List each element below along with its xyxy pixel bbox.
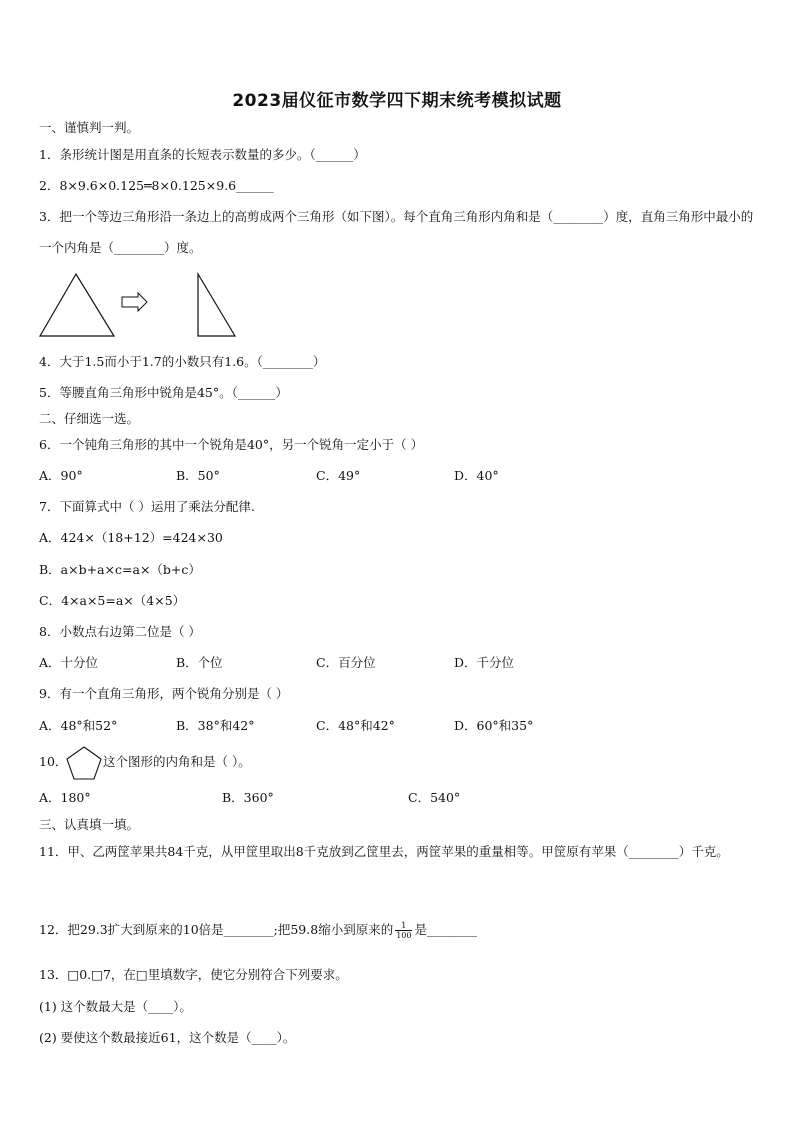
question-7: 7．下面算式中（ ）运用了乘法分配律. bbox=[39, 499, 255, 514]
q9-option-c[interactable]: C．48°和42° bbox=[316, 718, 395, 733]
question-1: 1．条形统计图是用直条的长短表示数量的多少。（______） bbox=[39, 147, 366, 162]
pentagon-shape bbox=[67, 747, 101, 779]
q8-option-b[interactable]: B．个位 bbox=[176, 655, 223, 670]
q9-option-b[interactable]: B．38°和42° bbox=[176, 718, 255, 733]
q10-option-c[interactable]: C．540° bbox=[408, 790, 461, 805]
equilateral-triangle bbox=[40, 274, 114, 336]
section-heading-1: 一、谨慎判一判。 bbox=[39, 120, 140, 135]
q12-part2: 是________ bbox=[414, 922, 477, 937]
question-11: 11．甲、乙两筐苹果共84千克，从甲筐里取出8千克放到乙筐里去，两筐苹果的重量相等。甲筐原有苹果（________）千克。 bbox=[39, 844, 729, 859]
q7-option-b[interactable]: B．a×b+a×c=a×（b+c） bbox=[39, 562, 201, 577]
question-12 bbox=[39, 921, 477, 940]
right-triangle bbox=[198, 274, 235, 336]
page-title: 2023届仪征市数学四下期末统考模拟试题 bbox=[232, 91, 562, 111]
q6-option-c[interactable]: C．49° bbox=[316, 468, 361, 483]
question-13: 13．□0.□7，在□里填数字，使它分别符合下列要求。 bbox=[39, 967, 348, 982]
q6-option-d[interactable]: D．40° bbox=[454, 468, 499, 483]
q8-option-a[interactable]: A．十分位 bbox=[39, 655, 99, 670]
q10-option-b[interactable]: B．360° bbox=[222, 790, 274, 805]
q6-option-b[interactable]: B．50° bbox=[176, 468, 220, 483]
fraction-1-100: $\frac{1}{100}$ bbox=[396, 921, 412, 940]
pentagon-figure bbox=[66, 746, 102, 780]
q8-option-c[interactable]: C．百分位 bbox=[316, 655, 376, 670]
question-10: 这个图形的内角和是（ ）。 bbox=[103, 754, 251, 769]
section-heading-3: 三、认真填一填。 bbox=[39, 817, 140, 832]
question-5: 5．等腰直角三角形中锐角是45°。（______） bbox=[39, 385, 288, 400]
question-6: 6．一个钝角三角形的其中一个锐角是40°，另一个锐角一定小于（ ） bbox=[39, 437, 424, 452]
q7-option-a[interactable]: A．424×（18+12）=424×30 bbox=[39, 530, 223, 545]
question-4: 4．大于1.5而小于1.7的小数只有1.6。（________） bbox=[39, 354, 326, 369]
q10-option-a[interactable]: A．180° bbox=[39, 790, 91, 805]
question-10-number: 10． bbox=[39, 754, 68, 769]
question-8: 8．小数点右边第二位是（ ） bbox=[39, 624, 201, 639]
q7-option-c[interactable]: C．4×a×5=a×（4×5） bbox=[39, 593, 186, 608]
question-13-sub-2: (2) 要使这个数最接近61，这个数是（____）。 bbox=[39, 1030, 296, 1045]
right-arrow-icon bbox=[122, 293, 147, 311]
question-2: 2．8×9.6×0.125═8×0.125×9.6______ bbox=[39, 178, 274, 193]
triangle-figure bbox=[38, 272, 238, 338]
question-9: 9．有一个直角三角形，两个锐角分别是（ ） bbox=[39, 686, 289, 701]
question-13-sub-1: (1) 这个数最大是（____）。 bbox=[39, 999, 192, 1014]
q6-option-a[interactable]: A．90° bbox=[39, 468, 83, 483]
q9-option-a[interactable]: A．48°和52° bbox=[39, 718, 118, 733]
q9-option-d[interactable]: D．60°和35° bbox=[454, 718, 534, 733]
question-3: 3．把一个等边三角形沿一条边上的高剪成两个三角形（如下图）。每个直角三角形内角和是（________）度，直角三角形中最小的一个内角是（________）度。 bbox=[39, 209, 754, 255]
q8-option-d[interactable]: D．千分位 bbox=[454, 655, 515, 670]
q12-part1: 12．把29.3扩大到原来的10倍是________;把59.8缩小到原来的 bbox=[39, 922, 394, 937]
section-heading-2: 二、仔细选一选。 bbox=[39, 411, 140, 426]
